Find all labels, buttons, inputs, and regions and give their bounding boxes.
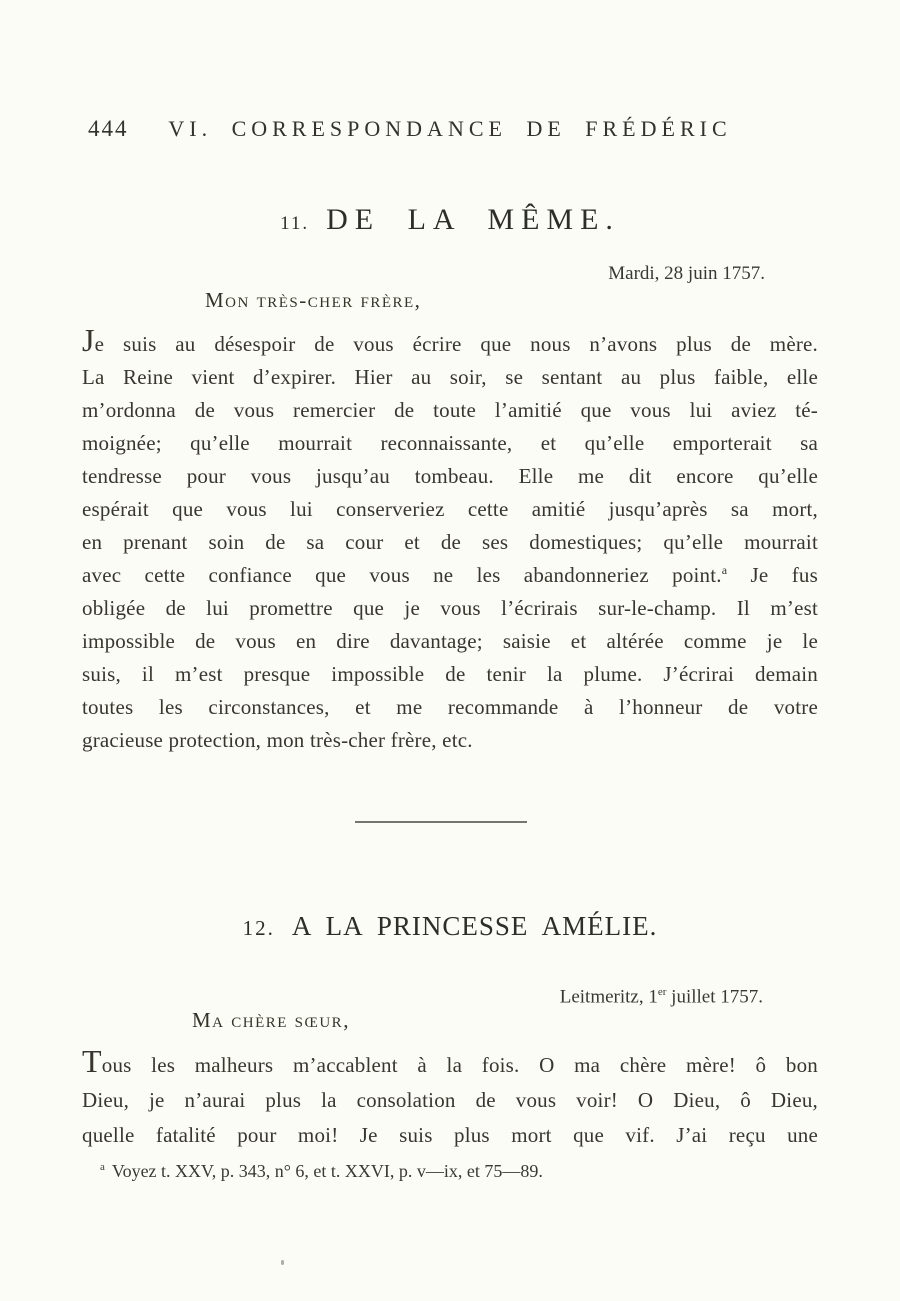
letter-11-heading (0, 203, 900, 237)
letter-11-title: DE LA MÊME. (326, 203, 620, 236)
initial-capital: T (82, 1043, 102, 1079)
text-line-content: e suis au désespoir de vous écrire que nous n’avons plus de mère. (94, 332, 818, 356)
running-header: VI. CORRESPONDANCE DE FRÉDÉRIC (168, 116, 732, 141)
text-line: en prenant soin de sa cour et de ses domestiques; qu’elle mourrait (82, 530, 818, 554)
text-line: quelle fatalité pour moi! Je suis plus mort que vif. J’ai reçu une (82, 1123, 818, 1147)
footnote-reference: a (721, 563, 728, 577)
text-line: Dieu, je n’aurai plus la consolation de vous voir! O Dieu, ô Dieu, (82, 1088, 818, 1112)
footnote (100, 1155, 800, 1183)
scan-speck (281, 1260, 284, 1265)
text-line (82, 1043, 818, 1083)
text-line: obligée de lui promettre que je vous l’écrirais sur-le-champ. Il m’est (82, 596, 818, 620)
initial-capital: J (82, 322, 95, 358)
footnote-marker: a (100, 1161, 105, 1173)
letter-11-salutation: Mon très-cher frère, (205, 288, 422, 312)
text-line (82, 559, 818, 592)
text-line: m’ordonna de vous remercier de toute l’amitié que vous lui aviez té- (82, 398, 818, 422)
letter-11-body (82, 322, 818, 757)
text-line: moignée; qu’elle mourrait reconnaissante, et qu’elle emporterait sa (82, 431, 818, 455)
text-line: tendresse pour vous jusqu’au tombeau. Elle me dit encore qu’elle (82, 464, 818, 488)
letter-11-number: 11. (280, 213, 310, 234)
text-line (82, 322, 818, 361)
text-line-content: avec cette confiance que vous ne les abandonneriez point. (82, 563, 722, 587)
text-line: suis, il m’est presque impossible de tenir la plume. J’écrirai demain (82, 662, 818, 686)
text-line-content: ous les malheurs m’accablent à la fois. O ma chère mère! ô bon (101, 1053, 818, 1077)
text-line: gracieuse protection, mon très-cher frère, etc. (82, 728, 473, 752)
text-line: toutes les circonstances, et me recommande à l’honneur de votre (82, 695, 818, 719)
section-divider-rule (355, 821, 527, 823)
letter-12-title: A LA PRINCESSE AMÉLIE. (291, 911, 658, 941)
letter-11-dateline: Mardi, 28 juin 1757. (608, 263, 765, 284)
text-line-content: Je fus (727, 563, 818, 587)
text-line: La Reine vient d’expirer. Hier au soir, se sentant au plus faible, elle (82, 365, 818, 389)
ordinal-superscript: er (657, 986, 667, 998)
footnote-text: Voyez t. XXV, p. 343, n° 6, et t. XXVI, p. v—ix, et 75—89. (111, 1161, 543, 1181)
text-line: impossible de vous en dire davantage; saisie et altérée comme je le (82, 629, 818, 653)
text-line: espérait que vous lui conserveriez cette amitié jusqu’après sa mort, (82, 497, 818, 521)
letter-12-salutation: Ma chère sœur, (192, 1008, 350, 1032)
dateline-text: juillet 1757. (666, 986, 763, 1008)
dateline-text: Leitmeritz, 1 (559, 986, 658, 1008)
letter-12-body (82, 1043, 818, 1153)
letter-12-dateline (560, 980, 763, 1009)
letter-12-heading (0, 911, 900, 942)
page-number: 444 (88, 116, 129, 141)
letter-12-number: 12. (242, 916, 275, 940)
